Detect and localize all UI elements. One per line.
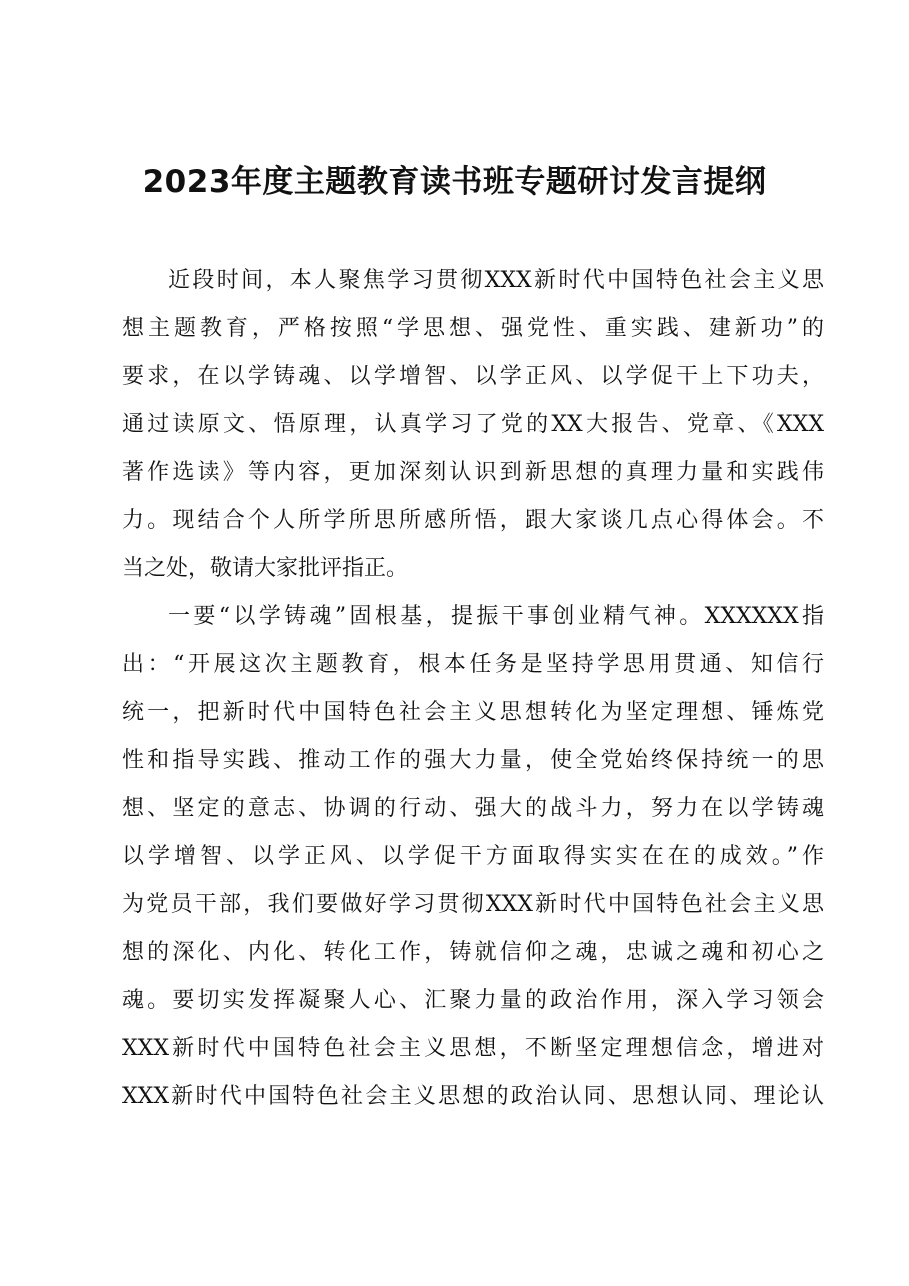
text-line: 力。现结合个人所学所思所感所悟，跟大家谈几点心得体会。不: [122, 508, 824, 533]
text-line: 出：“开展这次主题教育，根本任务是坚持学思用贯通、知信行: [122, 652, 824, 677]
text-line: XXX新时代中国特色社会主义思想的政治认同、思想认同、理论认: [122, 1084, 824, 1109]
text-line: 性和指导实践、推动工作的强大力量，使全党始终保持统一的思: [122, 748, 824, 773]
text-line: 一要“以学铸魂”固根基，提振干事创业精气神。XXXXXX指: [168, 604, 824, 629]
text-line: 想、坚定的意志、协调的行动、强大的战斗力，努力在以学铸魂: [122, 796, 824, 821]
document-title: 2023年度主题教育读书班专题研讨发言提纲: [142, 164, 767, 200]
document-body: [122, 257, 824, 1121]
text-line: 想的深化、内化、转化工作，铸就信仰之魂，忠诚之魂和初心之: [122, 940, 824, 965]
paragraph-1: [122, 257, 824, 593]
text-line: 想主题教育，严格按照“学思想、强党性、重实践、建新功”的: [122, 316, 824, 341]
text-line: 通过读原文、悟原理，认真学习了党的XX大报告、党章、《XXX: [122, 412, 824, 437]
text-line: 著作选读》等内容，更加深刻认识到新思想的真理力量和实践伟: [122, 460, 824, 485]
text-line: 统一，把新时代中国特色社会主义思想转化为坚定理想、锤炼党: [122, 700, 824, 725]
text-line: 近段时间，本人聚焦学习贯彻XXX新时代中国特色社会主义思: [168, 268, 824, 293]
text-line: 以学增智、以学正风、以学促干方面取得实实在在的成效。”作: [122, 844, 824, 869]
text-line: 为党员干部，我们要做好学习贯彻XXX新时代中国特色社会主义思: [122, 892, 824, 917]
text-line: 要求，在以学铸魂、以学增智、以学正风、以学促干上下功夫，: [122, 364, 824, 389]
text-line: 当之处，敬请大家批评指正。: [122, 556, 409, 581]
paragraph-2: [122, 593, 824, 1121]
text-line: XXX新时代中国特色社会主义思想，不断坚定理想信念，增进对: [122, 1036, 824, 1061]
text-line: 魂。要切实发挥凝聚人心、汇聚力量的政治作用，深入学习领会: [122, 988, 824, 1013]
